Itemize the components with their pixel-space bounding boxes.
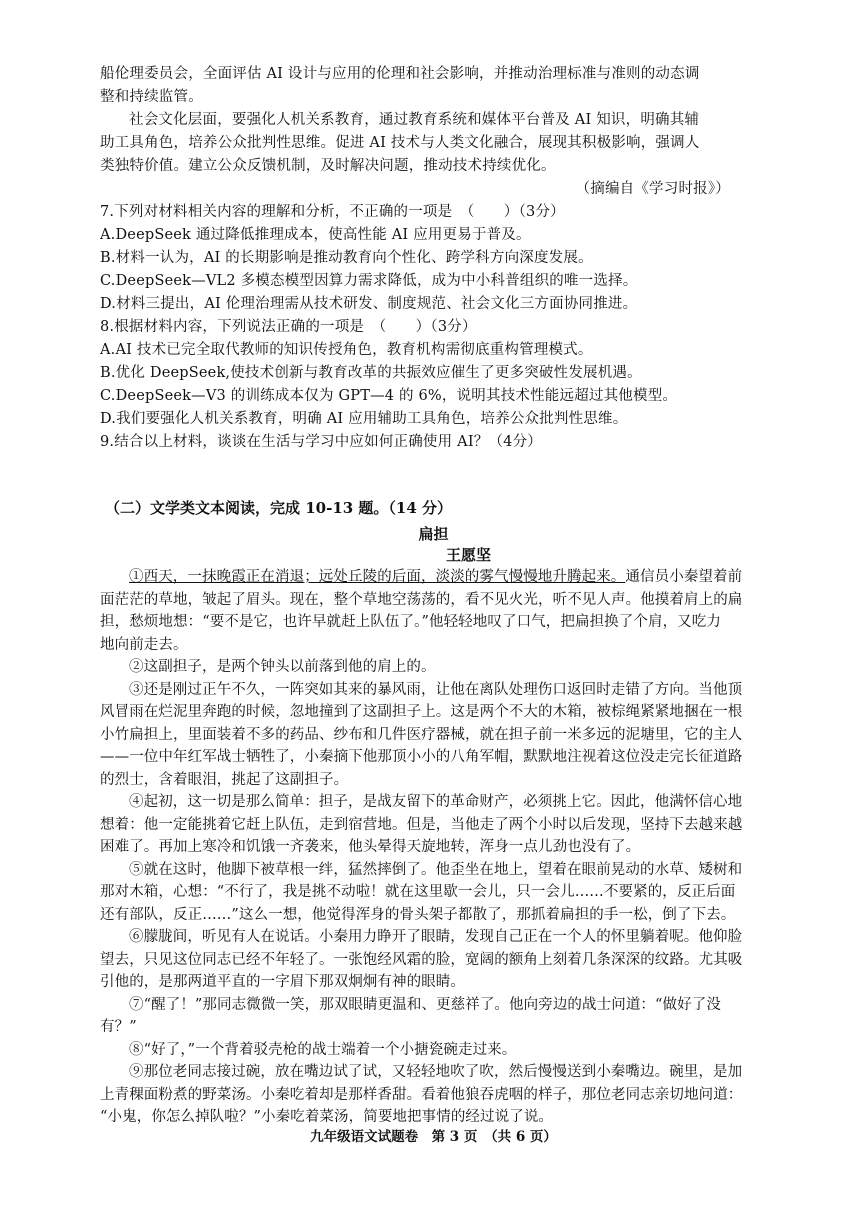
section-heading: （二）文学类文本阅读，完成 10-13 题。（14 分） bbox=[105, 499, 453, 517]
text-line: ⑦“醒了！”那同志微微一笑，那双眼睛更温和、更慈祥了。他向旁边的战士问道：“做好了没 bbox=[129, 996, 721, 1013]
page-footer: 九年级语文试题卷 第 3 页 （共 6 页） bbox=[310, 1129, 557, 1145]
text-line: 困难了。再加上寒冷和饥饿一齐袭来，他头晕得天旋地转，浑身一点儿劲也没有了。 bbox=[100, 839, 641, 855]
text-line: ⑤就在这时，他脚下被草根一绊，猛然摔倒了。他歪坐在地上，望着在眼前晃动的水草、矮树和 bbox=[129, 861, 743, 878]
story-body bbox=[100, 566, 770, 1129]
underlined-sentence: ①西天，一抹晚霞正在消退；远处丘陵的后面，淡淡的雾气慢慢地升腾起来。 bbox=[129, 569, 626, 585]
text-line: 船伦理委员会，全面评估 AI 设计与应用的伦理和社会影响，并推动治理标准与准则的动态调 bbox=[100, 66, 700, 82]
text-line: ③还是刚过正午不久，一阵突如其来的暴风雨，让他在离队处理伤口返回时走错了方向。当他顶 bbox=[129, 681, 743, 698]
story-author: 王愿坚 bbox=[445, 546, 491, 564]
paragraph-1-line bbox=[100, 566, 770, 589]
text-line: ⑧“好了，”一个背着驳壳枪的战士端着一个小搪瓷碗走过来。 bbox=[129, 1041, 517, 1058]
text-line: 类独特价值。建立公众反馈机制，及时解决问题，推动技术持续优化。 bbox=[100, 158, 556, 174]
q8-option-c: C.DeepSeek—V3 的训练成本仅为 GPT—4 的 6%，说明其技术性能远超过其他模型。 bbox=[100, 388, 678, 404]
text-line: 上青稞面粉煮的野菜汤。小秦吃着却是那样香甜。看着他狼吞虎咽的样子，那位老同志亲切地问道： bbox=[100, 1086, 743, 1103]
text-line: ——一位中年红军战士牺牲了，小秦摘下他那顶小小的八角军帽，默默地注视着这位没走完长征道路 bbox=[100, 749, 743, 765]
paragraph-2: ②这副担子，是两个钟头以前落到他的肩上的。 bbox=[129, 659, 436, 675]
question-9: 9.结合以上材料，谈谈在生活与学习中应如何正确使用 AI？（4分） bbox=[100, 434, 542, 450]
q7-option-d: D.材料三提出，AI 伦理治理需从技术研发、制度规范、社会文化三方面协同推进。 bbox=[100, 296, 638, 312]
question-8: 8.根据材料内容，下列说法正确的一项是 （ ）（3分） bbox=[100, 319, 477, 335]
text-line: 的烈士，含着眼泪，挑起了这副担子。 bbox=[100, 771, 349, 788]
text-line: 助工具角色，培养公众批判性思维。促进 AI 技术与人类文化融合，展现其积极影响，强调人 bbox=[100, 135, 700, 151]
q7-option-c: C.DeepSeek—VL2 多模态模型因算力需求降低，成为中小科普组织的唯一选择。 bbox=[100, 273, 638, 289]
text-line: 整和持续监管。 bbox=[100, 89, 203, 105]
text-line: ⑨那位老同志接过碗，放在嘴边试了试，又轻轻地吹了吹，然后慢慢送到小秦嘴边。碗里，是加 bbox=[129, 1064, 743, 1080]
text-span: 通信员小秦望着前 bbox=[625, 569, 743, 585]
q7-option-a: A.DeepSeek 通过降低推理成本，使高性能 AI 应用更易于普及。 bbox=[100, 227, 531, 243]
text-line: 想着：他一定能挑着它赶上队伍，走到宿营地。但是，当他走了两个小时以后发现，坚持下去越来越 bbox=[100, 816, 743, 833]
question-7: 7.下列对材料相关内容的理解和分析，不正确的一项是 （ ）（3分） bbox=[100, 204, 565, 220]
q8-option-b: B.优化 DeepSeek,使技术创新与教育改革的共振效应催生了更多突破性发展机遇。 bbox=[100, 365, 642, 381]
text-line: 还有部队，反正……”这么一想，他觉得浑身的骨头架子都散了，那抓着扁担的手一松，倒了下去。 bbox=[100, 906, 736, 923]
text-line: 风冒雨在烂泥里奔跑的时候，忽地撞到了这副担子上。这是两个不大的木箱，被棕绳紧紧地捆在一根 bbox=[100, 704, 743, 720]
text-line: 有？” bbox=[100, 1019, 137, 1035]
q8-option-d: D.我们要强化人机关系教育，明确 AI 应用辅助工具角色，培养公众批判性思维。 bbox=[100, 411, 628, 427]
text-line: 望去，只见这位同志已经不年轻了。一张饱经风霜的脸，宽阔的额角上刻着几条深深的纹路。尤其吸 bbox=[100, 951, 743, 968]
material-three-continued bbox=[100, 63, 770, 454]
story-title: 扁担 bbox=[418, 525, 449, 543]
q8-option-a: A.AI 技术已完全取代教师的知识传授角色，教育机构需彻底重构管理模式。 bbox=[100, 342, 593, 358]
text-line: “小鬼，你怎么掉队啦？”小秦吃着菜汤，简要地把事情的经过说了说。 bbox=[100, 1109, 554, 1125]
text-line: 小竹扁担上，里面装着不多的药品、纱布和几件医疗器械，就在担子前一米多远的泥塘里，它的主人 bbox=[100, 726, 743, 743]
text-line: ④起初，这一切是那么简单：担子，是战友留下的革命财产，必须挑上它。因此，他满怀信心地 bbox=[129, 794, 743, 810]
text-line: 社会文化层面，要强化人机关系教育，通过教育系统和媒体平台普及 AI 知识，明确其辅 bbox=[129, 112, 700, 128]
text-line: 地向前走去。 bbox=[100, 636, 188, 653]
text-line: 引他的，是那两道平直的一字眉下那双炯炯有神的眼睛。 bbox=[100, 974, 465, 990]
q7-option-b: B.材料一认为，AI 的长期影响是推动教育向个性化、跨学科方向深度发展。 bbox=[100, 250, 593, 266]
text-line: 那对木箱，心想：“不行了，我是挑不动啦！就在这里歇一会儿，只一会儿……不要紧的，反正后面 bbox=[100, 884, 736, 900]
text-line: 担，愁烦地想：“要不是它，也许早就赶上队伍了。”他轻轻地叹了口气，把扁担换了个肩，又吃力 bbox=[100, 614, 721, 630]
source-citation: （摘编自《学习时报》） bbox=[575, 181, 730, 197]
text-line: ⑥朦胧间，听见有人在说话。小秦用力睁开了眼睛，发现自己正在一个人的怀里躺着呢。他仰脸 bbox=[129, 929, 743, 945]
text-line: 面茫茫的草地，皱起了眉头。现在，整个草地空荡荡的，看不见火光，听不见人声。他摸着肩上的扁 bbox=[100, 591, 743, 608]
